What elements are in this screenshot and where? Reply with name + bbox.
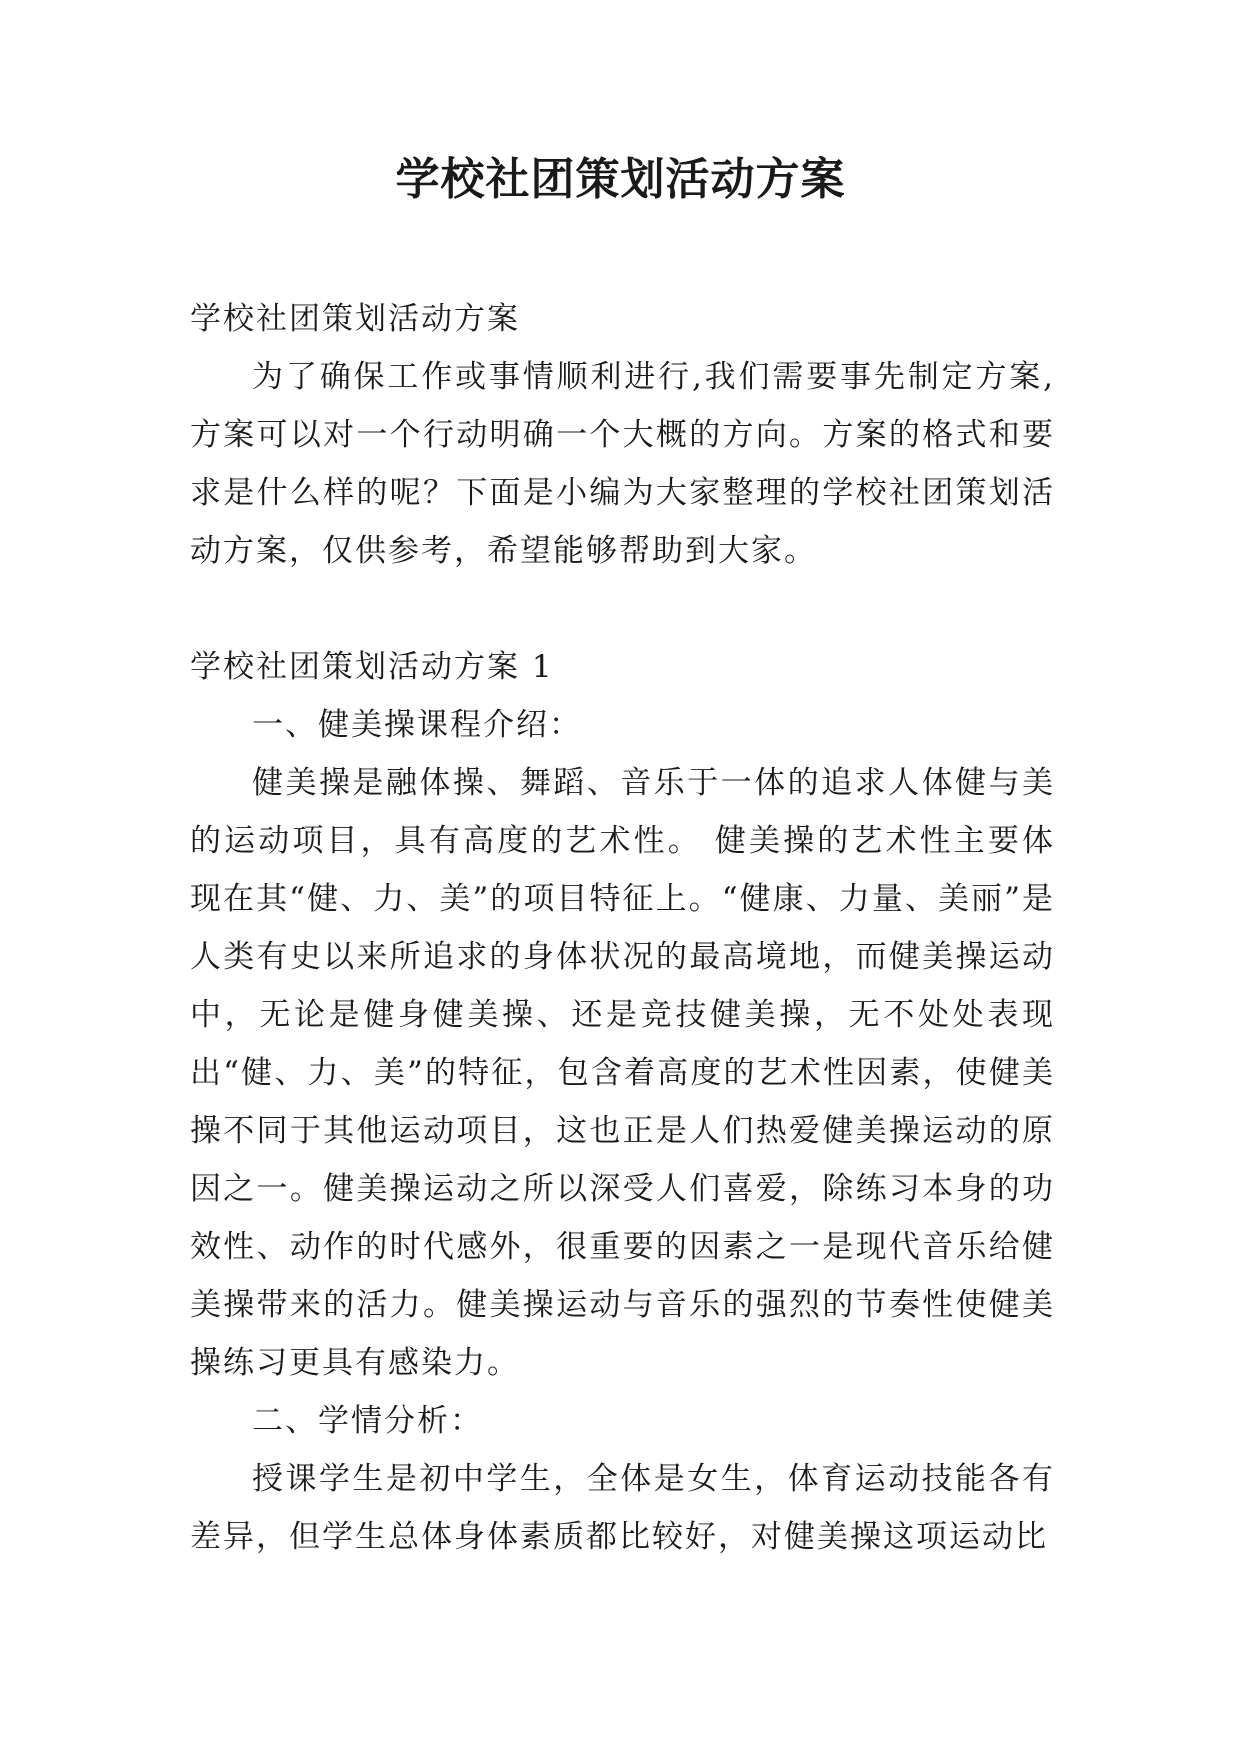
document-body [190,290,1055,1566]
subsection-heading: 一、健美操课程介绍： [252,707,582,743]
body-paragraph: 健美操是融体操、舞蹈、音乐于一体的追求人体健与美的运动项目，具有高度的艺术性。 健美操的艺术性主要体现在其“健、力、美”的项目特征上。“健康、力量、美丽”是人类有史以来所追求的身体状况的最高境地，而健美操运动中，无论是健身健美操、还是竞技健美操，无不处处表现出“健、力、美”的特征，包含着高度的艺术性因素，使健美操不同于其他运动项目，这也正是人们热爱健美操运动的原因之一。健美操运动之所以深受人们喜爱，除练习本身的功效性、动作的时代感外，很重要的因素之一是现代音乐给健美操带来的活力。健美操运动与音乐的强烈的节奏性使健美操练习更具有感染力。 [190,765,1055,1381]
intro-paragraph: 为了确保工作或事情顺利进行,我们需要事先制定方案,方案可以对一个行动明确一个大概的方向。方案的格式和要求是什么样的呢？下面是小编为大家整理的学校社团策划活动方案，仅供参考，希望能够帮助到大家。 [190,359,1055,569]
document-title: 学校社团策划活动方案 [395,154,846,205]
subsection-heading: 二、学情分析： [252,1403,483,1439]
body-paragraph: 授课学生是初中学生，全体是女生，体育运动技能各有差异，但学生总体身体素质都比较好，对健美操这项运动比 [190,1461,1055,1555]
section-heading: 学校社团策划活动方案 [190,301,520,337]
section-heading: 学校社团策划活动方案 1 [190,649,554,685]
